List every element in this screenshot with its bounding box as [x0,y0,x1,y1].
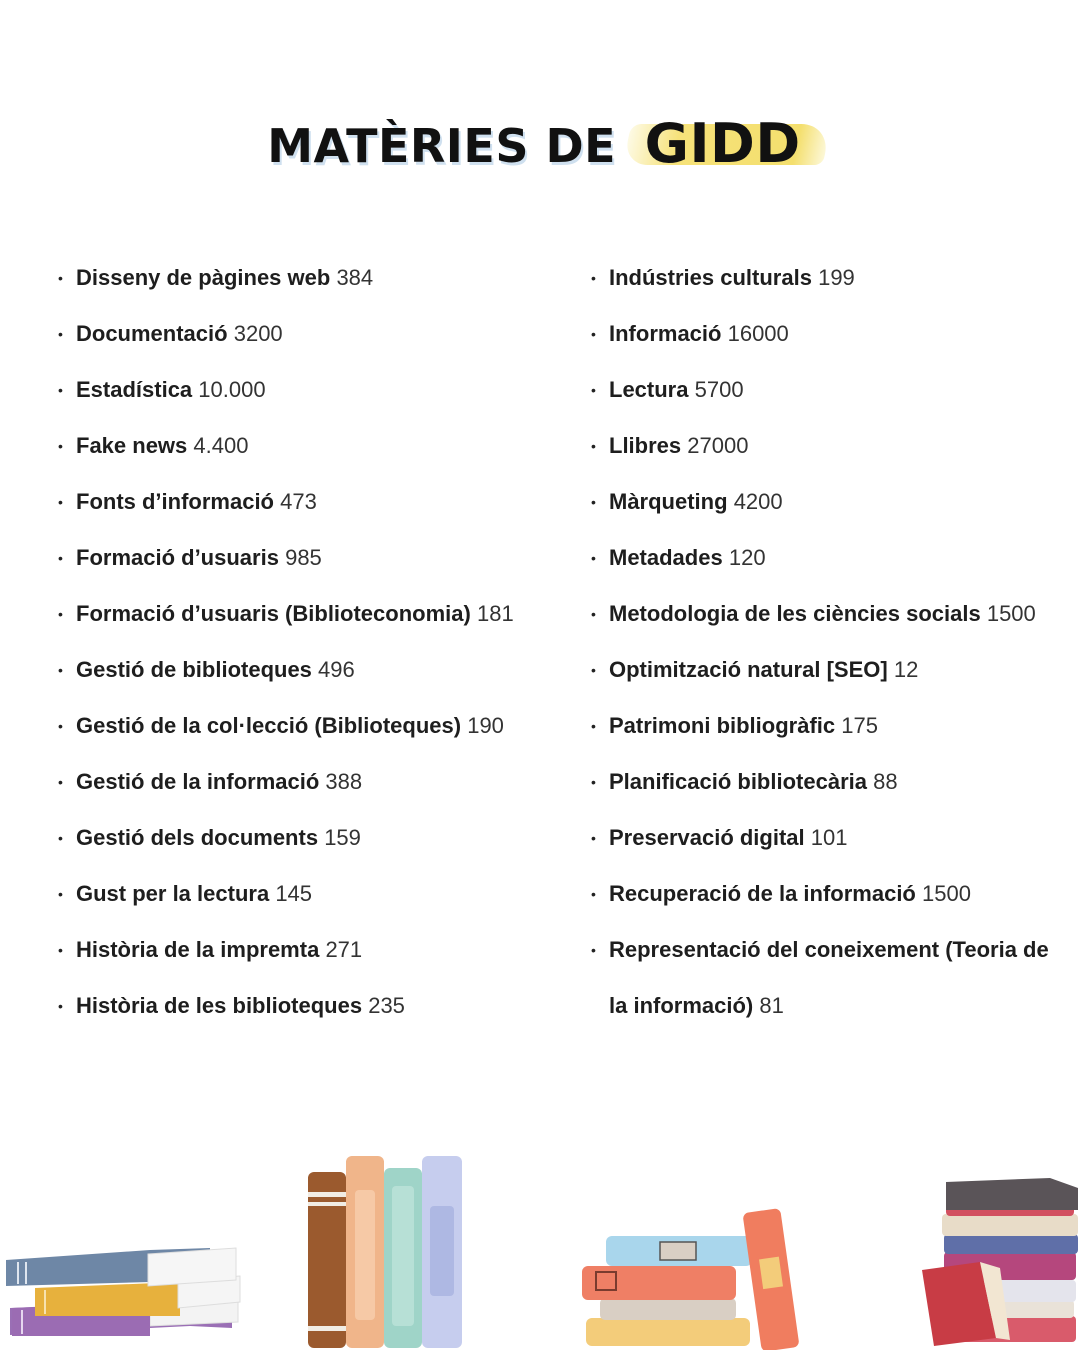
bullet-icon: • [58,326,63,342]
subject-label: Patrimoni bibliogràfic [609,713,836,738]
subject-list-item [58,698,558,754]
bullet-icon: • [591,886,596,902]
subject-list-item [58,474,558,530]
subject-count: 5700 [694,377,744,402]
subject-label: Documentació [76,321,228,346]
subject-list-item [58,642,558,698]
subject-label: Història de la impremta [76,937,320,962]
subject-list-item [591,866,1061,922]
bullet-icon: • [591,830,596,846]
subject-label: Recuperació de la informació [609,881,916,906]
subject-list-item [591,362,1061,418]
subject-count: 388 [325,769,363,794]
book-stack-flat-icon [6,1248,240,1336]
subject-count: 16000 [727,321,789,346]
bullet-icon: • [591,606,596,622]
subject-list-item [591,586,1061,642]
subject-count: 1500 [986,601,1036,626]
subject-list-item [591,250,1061,306]
bullet-icon: • [591,494,596,510]
subject-count: 159 [324,825,361,850]
subject-label: Gestió dels documents [76,825,319,850]
subject-label: Metadades [609,545,723,570]
subject-count: 985 [285,545,322,570]
subject-label: Representació del coneixement (Teoria de la informació) [609,937,1049,1018]
page-title [267,112,812,175]
bullet-icon: • [58,774,63,790]
title-highlight [633,112,813,175]
subject-list-item [58,866,558,922]
subject-list-left [58,250,558,1034]
bullet-icon: • [58,438,63,454]
bullet-icon: • [58,382,63,398]
subject-count: 384 [336,265,374,290]
bullet-icon: • [58,998,63,1014]
bullet-icon: • [591,270,596,286]
bullet-icon: • [58,830,63,846]
subject-list-item [591,698,1061,754]
subject-list-item [58,978,558,1034]
bullet-icon: • [591,942,596,958]
subject-list-item [591,810,1061,866]
subject-label: Informació [609,321,722,346]
subject-label: Fonts d’informació [76,489,274,514]
bullet-icon: • [58,270,63,286]
bullet-icon: • [58,662,63,678]
subject-label: Gestió de biblioteques [76,657,312,682]
subject-list-item [591,642,1061,698]
subject-list-item [58,530,558,586]
subject-list-item [58,810,558,866]
subject-count: 235 [368,993,405,1018]
subject-count: 12 [893,657,919,682]
title-text: MATÈRIES DE [267,119,617,173]
subject-list-item [58,586,558,642]
subject-count: 175 [841,713,878,738]
subject-list-item [591,418,1061,474]
bullet-icon: • [58,606,63,622]
bullet-icon: • [58,550,63,566]
bullet-icon: • [58,942,63,958]
bullet-icon: • [591,326,596,342]
bullet-icon: • [58,886,63,902]
subject-label: Gestió de la informació [76,769,320,794]
subject-list-item [591,474,1061,530]
bullet-icon: • [58,718,63,734]
subject-count: 199 [818,265,855,290]
subject-list-item [591,754,1061,810]
subject-count: 120 [728,545,766,570]
subject-count: 190 [467,713,504,738]
bullet-icon: • [591,774,596,790]
subject-label: Lectura [609,377,689,402]
subject-label: Preservació digital [609,825,805,850]
subject-list-item [58,922,558,978]
subject-label: Màrqueting [609,489,728,514]
books-illustration [0,1130,1080,1350]
bullet-icon: • [591,718,596,734]
subject-list-item [58,418,558,474]
page-title-block [0,112,1080,175]
title-highlight-text: GIDD [644,112,801,175]
subject-list-item [58,306,558,362]
subject-list-item [591,922,1061,1034]
subject-list-item [591,530,1061,586]
subject-count: 496 [318,657,355,682]
subject-count: 4.400 [193,433,249,458]
subject-label: Història de les biblioteques [76,993,363,1018]
subject-list-right [591,250,1061,1034]
subject-label: Llibres [609,433,682,458]
bullet-icon: • [58,494,63,510]
subject-count: 145 [275,881,313,906]
books-upright-icon [308,1156,462,1348]
subject-count: 10.000 [198,377,266,402]
subject-label: Formació d’usuaris [76,545,279,570]
subject-count: 271 [325,937,363,962]
subject-label: Metodologia de les ciències socials [609,601,981,626]
subject-label: Gestió de la col·lecció (Biblioteques) [76,713,462,738]
subject-count: 88 [873,769,898,794]
subject-count: 101 [810,825,848,850]
subject-list-item [58,754,558,810]
subject-label: Formació d’usuaris (Biblioteconomia) [76,601,471,626]
bullet-icon: • [591,662,596,678]
subject-list-item [58,250,558,306]
subject-label: Indústries culturals [609,265,812,290]
subject-list-item [58,362,558,418]
subject-list-item [591,306,1061,362]
subject-count: 81 [759,993,784,1018]
book-stack-tall-icon [922,1178,1078,1346]
subject-label: Optimització natural [SEO] [609,657,888,682]
subject-count: 1500 [922,881,971,906]
subject-label: Planificació bibliotecària [609,769,867,794]
subject-label: Fake news [76,433,188,458]
subject-count: 27000 [687,433,749,458]
book-stack-mixed-icon [582,1208,800,1350]
bullet-icon: • [591,550,596,566]
subject-count: 181 [476,601,514,626]
subject-label: Estadística [76,377,193,402]
bullet-icon: • [591,382,596,398]
subject-label: Disseny de pàgines web [76,265,331,290]
subject-count: 473 [280,489,317,514]
bullet-icon: • [591,438,596,454]
subject-count: 4200 [733,489,783,514]
subject-label: Gust per la lectura [76,881,270,906]
subject-count: 3200 [233,321,283,346]
